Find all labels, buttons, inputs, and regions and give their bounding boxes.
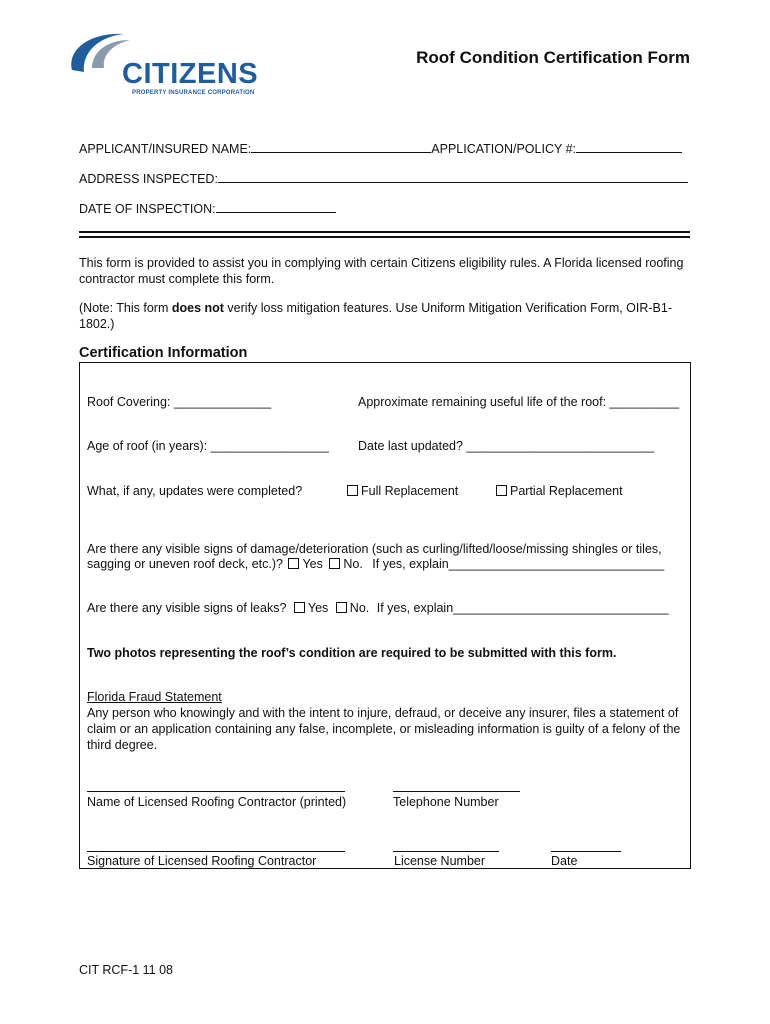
page-title: Roof Condition Certification Form [416,48,690,67]
leaks-no-label: No. [349,601,370,615]
signature-label: Signature of Licensed Roofing Contractor [87,854,317,868]
leaks-no-checkbox[interactable] [336,602,347,613]
certification-heading: Certification Information [79,345,248,361]
damage-no-checkbox[interactable] [329,558,340,569]
updates-question: What, if any, updates were completed? [87,484,303,498]
date-of-inspection-label: DATE OF INSPECTION: [79,202,216,216]
damage-yes-checkbox[interactable] [288,558,299,569]
date-line[interactable] [551,851,621,852]
applicant-name-label: APPLICANT/INSURED NAME: [79,142,252,156]
date-of-inspection-field[interactable] [79,200,336,216]
policy-number-label: APPLICATION/POLICY #: [431,142,576,156]
address-inspected-label: ADDRESS INSPECTED: [79,172,218,186]
applicant-name-field[interactable] [79,140,682,156]
logo-wordmark: CITIZENS [122,58,259,90]
partial-replacement-checkbox[interactable] [496,485,507,496]
telephone-line[interactable] [393,791,520,792]
date-label: Date [551,854,578,868]
roof-age-field[interactable]: Age of roof (in years): _________________ [87,439,329,453]
telephone-label: Telephone Number [393,795,499,809]
fraud-statement: Any person who knowingly and with the intent to injure, defraud, or deceive any insurer, files a statement of claim or an application containing any false, incomplete, or misleading information is guilty of a felony of the third degree. [87,706,681,752]
form-code: CIT RCF-1 11 08 [79,963,174,977]
note-paragraph: (Note: This form does not verify loss mitigation features. Use Uniform Mitigation Verification Form, OIR-B1-1802.) [79,301,673,331]
note-emphasis: does not [171,301,224,315]
intro-paragraph: This form is provided to assist you in complying with certain Citizens eligibility rules. A Florida licensed roofing contractor must complete this form. [79,256,684,286]
logo-subtext: PROPERTY INSURANCE CORPORATION [132,90,255,96]
contractor-name-label: Name of Licensed Roofing Contractor (printed) [87,795,347,809]
leaks-yes-label: Yes [307,601,329,615]
damage-explain-field[interactable]: If yes, explain_______________________________ [372,557,665,571]
full-replacement-option[interactable] [347,484,458,498]
damage-no-label: No. [343,557,363,571]
damage-question-line1: Are there any visible signs of damage/deterioration (such as curling/lifted/loose/missing shingles or tiles, [87,542,662,556]
license-line[interactable] [393,851,499,852]
roof-covering-field[interactable]: Roof Covering: ______________ [87,395,272,409]
leaks-yes-checkbox[interactable] [294,602,305,613]
address-inspected-field[interactable] [79,170,688,186]
leaks-question: Are there any visible signs of leaks? [87,601,287,615]
double-divider [79,231,690,238]
date-last-updated-field[interactable]: Date last updated? ___________________________ [358,439,655,453]
remaining-life-field[interactable]: Approximate remaining useful life of the roof: __________ [358,395,680,409]
damage-question-line2: sagging or uneven roof deck, etc.)? Yes No. If yes, explain_______________________________ [87,557,665,571]
partial-replacement-option[interactable] [496,484,623,498]
fraud-heading: Florida Fraud Statement [87,690,222,704]
photos-notice: Two photos representing the roof’s condition are required to be submitted with this form. [87,646,617,660]
contractor-name-line[interactable] [87,791,345,792]
signature-line[interactable] [87,851,345,852]
partial-replacement-label: Partial Replacement [510,484,623,498]
license-label: License Number [394,854,486,868]
leaks-explain-field[interactable]: If yes, explain_______________________________ [376,601,669,615]
leaks-question-row [87,601,669,615]
full-replacement-checkbox[interactable] [347,485,358,496]
full-replacement-label: Full Replacement [361,484,459,498]
damage-yes-label: Yes [302,557,323,571]
citizens-logo [62,28,262,103]
